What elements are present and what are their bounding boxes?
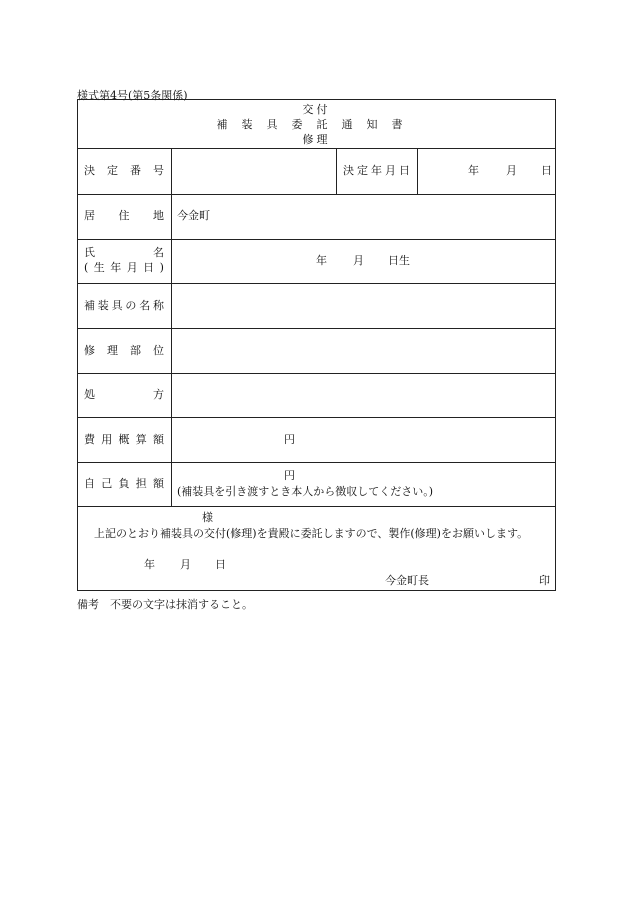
row-divider	[78, 239, 555, 240]
form-number: 様式第4号(第5条関係)	[77, 89, 188, 102]
title-bottom: 修理	[302, 133, 331, 146]
char: 居	[84, 209, 95, 222]
char: 地	[153, 209, 164, 222]
label-column-divider	[171, 148, 172, 506]
letter-date-day: 日	[215, 558, 226, 571]
char: 位	[153, 344, 164, 357]
notice-form-table	[77, 99, 556, 591]
char: 名	[153, 246, 164, 259]
char: 名	[139, 299, 151, 312]
char: 住	[118, 209, 130, 222]
letter-body: 上記のとおり補装具の交付(修理)を貴殿に委託しますので、製作(修理)をお願いします。	[94, 527, 529, 540]
birth-day: 日生	[388, 254, 410, 267]
row-divider	[78, 328, 555, 329]
footnote: 備考 不要の文字は抹消すること。	[77, 598, 253, 611]
estimate-unit: 円	[284, 433, 295, 446]
char: 日	[143, 261, 155, 274]
decision-number-label	[84, 164, 164, 178]
char: 修	[84, 344, 95, 357]
row-divider	[78, 194, 555, 195]
char: 方	[153, 388, 164, 401]
char: 生	[93, 261, 105, 274]
char: 担	[135, 477, 147, 490]
decision-date-label: 決定年月日	[343, 164, 413, 177]
char: 概	[118, 433, 130, 446]
seal-mark: 印	[539, 574, 550, 587]
letter-date-month: 月	[180, 558, 191, 571]
birth-year: 年	[316, 254, 327, 267]
title-top: 交付	[302, 103, 331, 116]
char: 氏	[84, 246, 95, 259]
row-divider	[78, 148, 555, 149]
copay-note: (補装具を引き渡すとき本人から徴収してください。)	[177, 485, 434, 498]
decision-divider	[336, 148, 337, 194]
form-title	[78, 118, 555, 132]
char: (	[84, 261, 89, 274]
estimate-label	[84, 433, 164, 447]
row-divider	[78, 462, 555, 463]
char: 負	[118, 477, 130, 490]
char: 称	[152, 299, 164, 312]
char: 月	[126, 261, 138, 274]
copay-unit: 円	[284, 469, 295, 482]
row-divider	[78, 506, 555, 507]
char: 用	[101, 433, 113, 446]
decision-date-year: 年	[468, 164, 479, 177]
repair-part-label	[84, 344, 164, 358]
char: 補	[84, 299, 95, 312]
char: 額	[153, 477, 164, 490]
char: 部	[130, 344, 141, 357]
copay-label	[84, 477, 164, 491]
char: )	[159, 261, 164, 274]
char: 算	[135, 433, 147, 446]
char: 己	[101, 477, 113, 490]
row-divider	[78, 283, 555, 284]
decision-date-day: 日	[541, 164, 552, 177]
row-divider	[78, 373, 555, 374]
char: 理	[107, 344, 118, 357]
address-value: 今金町	[177, 209, 210, 222]
char: 定	[107, 164, 118, 177]
address-label	[84, 209, 164, 223]
char: 具	[111, 299, 123, 312]
sender-name: 今金町長	[385, 574, 429, 587]
decision-date-month: 月	[506, 164, 517, 177]
row-divider	[78, 417, 555, 418]
char: 自	[84, 477, 95, 490]
device-name-label	[84, 299, 164, 313]
decision-date-divider	[417, 148, 418, 194]
name-label	[84, 246, 164, 260]
char: 装	[97, 299, 109, 312]
prescription-label	[84, 388, 164, 402]
char: 決	[84, 164, 95, 177]
birthdate-label	[84, 261, 164, 275]
char: 号	[153, 164, 164, 177]
char: 年	[110, 261, 122, 274]
char: 費	[84, 433, 95, 446]
letter-date-year: 年	[144, 558, 155, 571]
char: 処	[84, 388, 95, 401]
title-main: 補装具委託通知書	[216, 118, 417, 131]
honorific: 様	[202, 511, 213, 524]
char: 番	[130, 164, 141, 177]
birth-month: 月	[353, 254, 364, 267]
char: 額	[153, 433, 164, 446]
char: の	[125, 299, 137, 312]
